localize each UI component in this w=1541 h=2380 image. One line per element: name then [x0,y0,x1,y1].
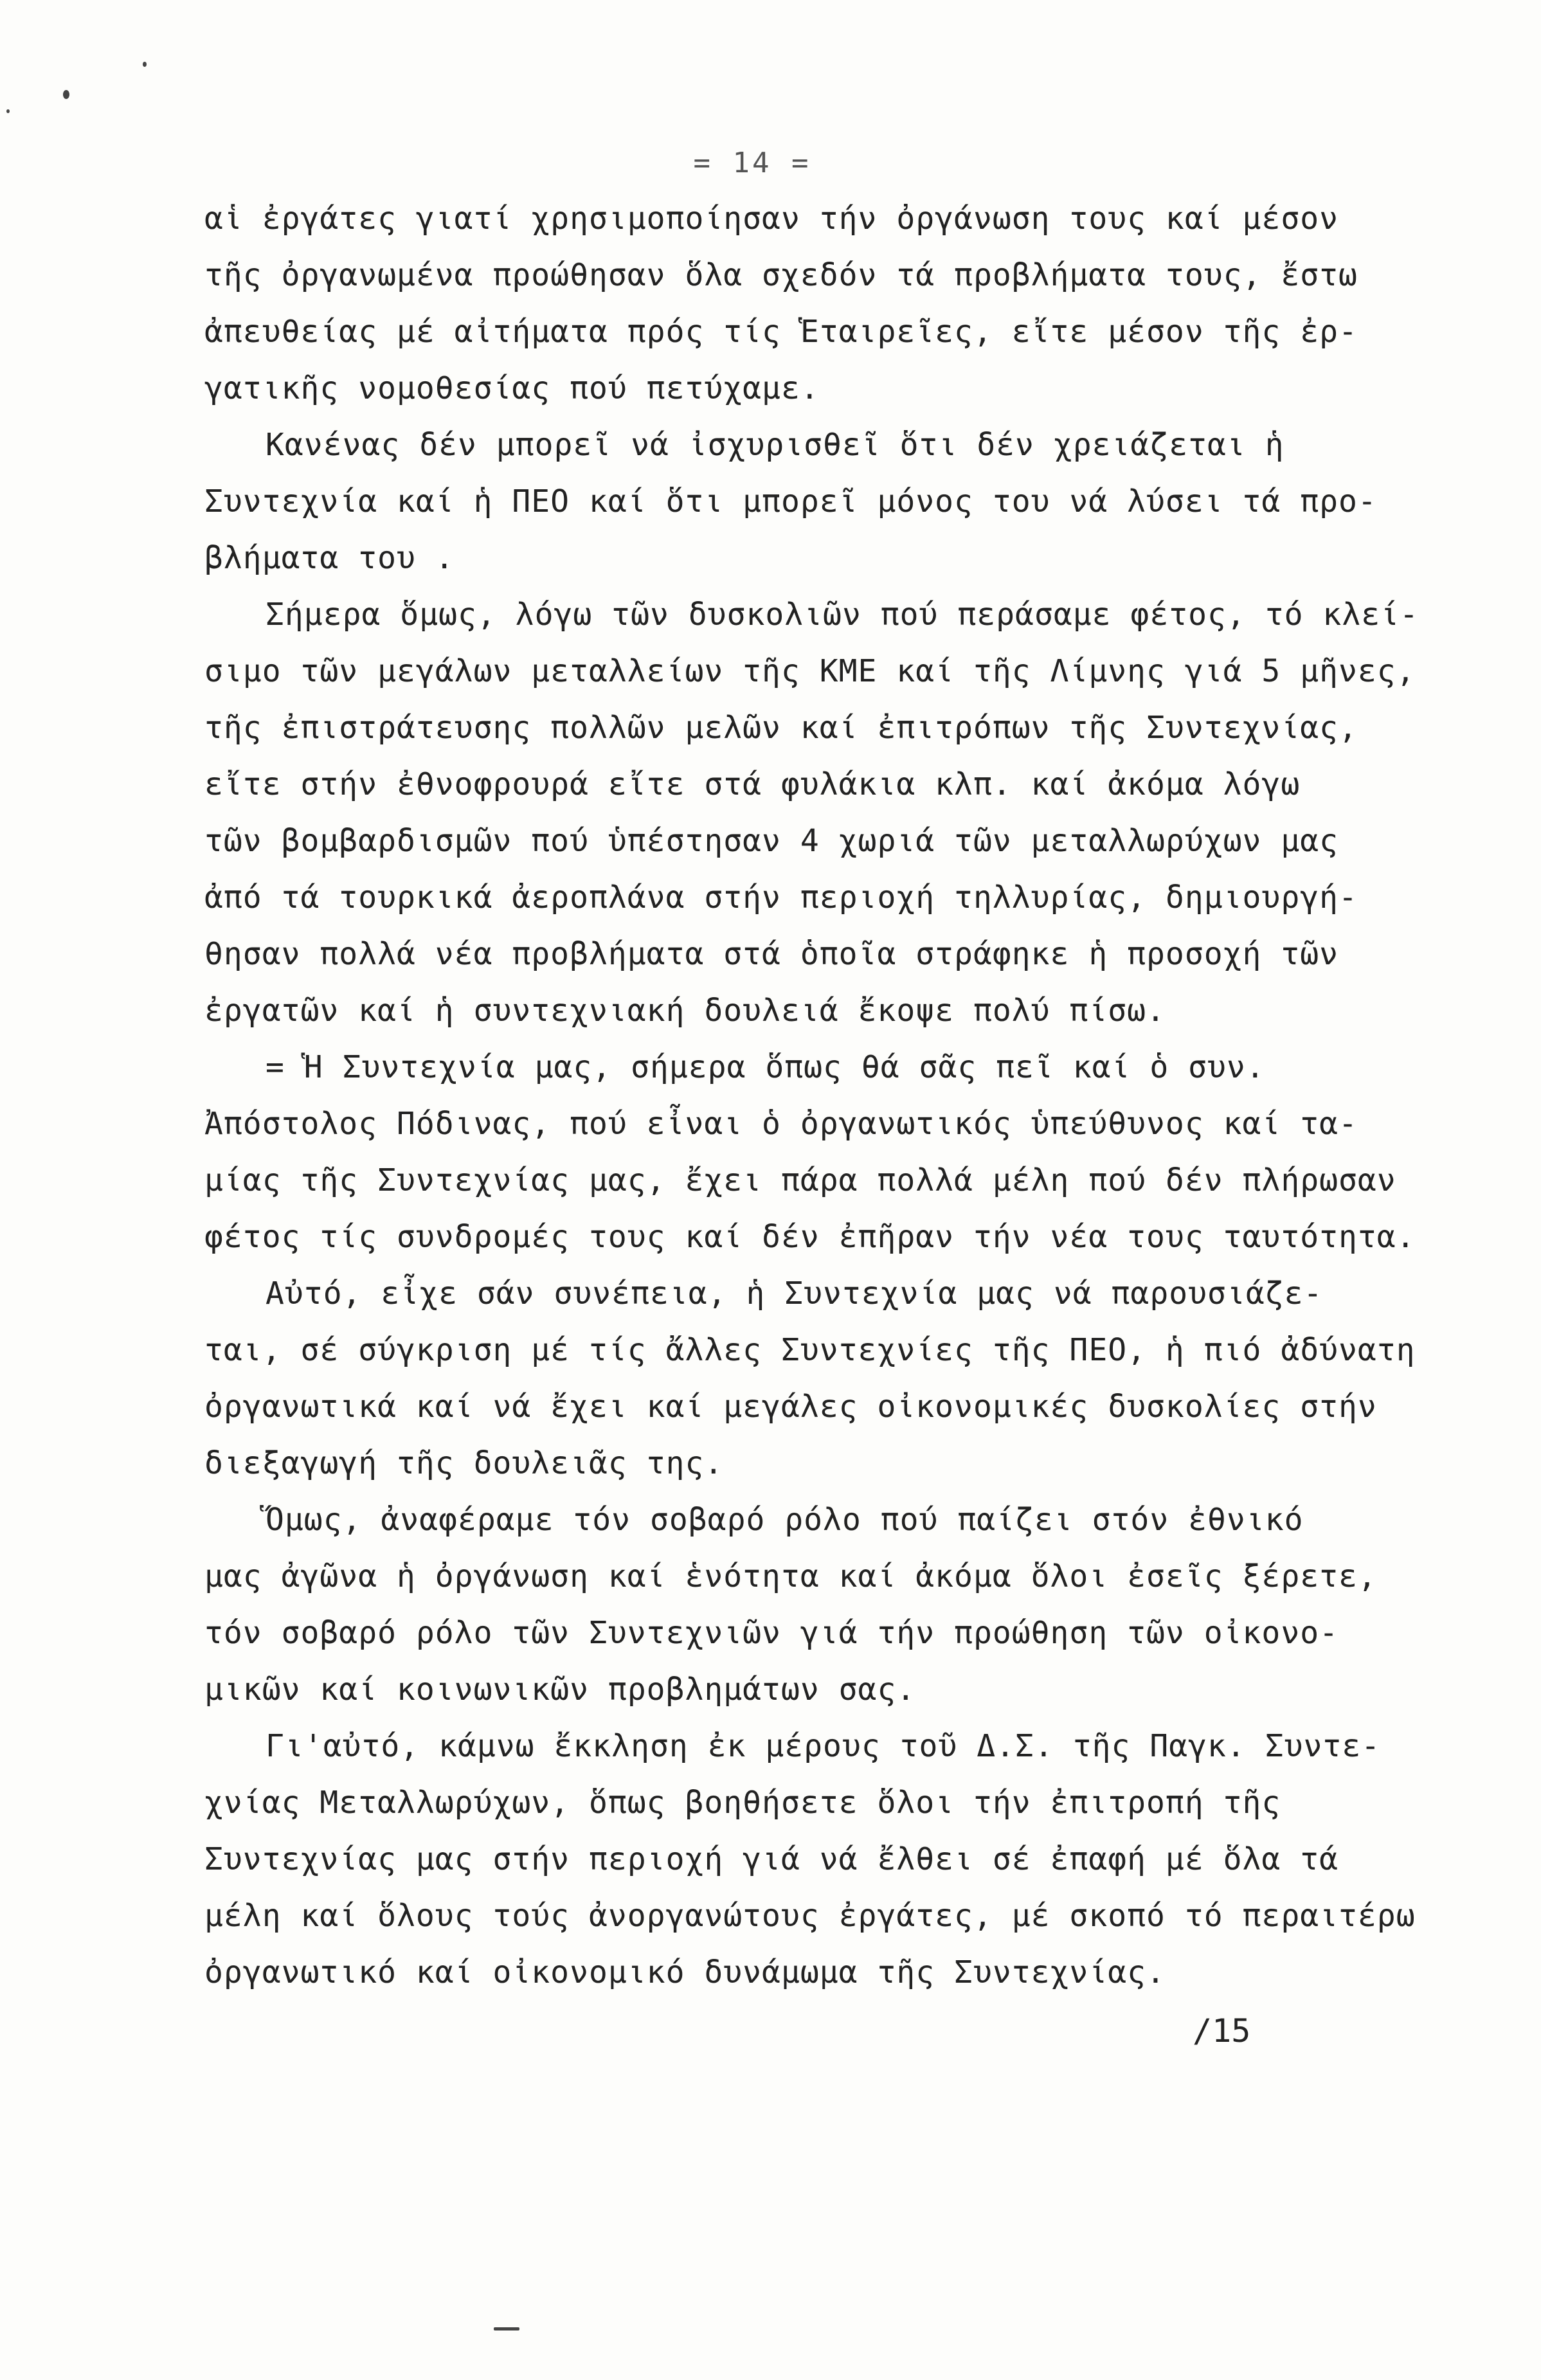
text-line: εἴτε στήν ἐθνοφρουρά εἴτε στά φυλάκια κλπ. καί ἀκόμα λόγω [204,766,1301,802]
text-line: Συντεχνία καί ἡ ΠΕΟ καί ὅτι μπορεῖ μόνος του νά λύσει τά προ- [204,483,1377,519]
text-line: μίας τῆς Συντεχνίας μας, ἔχει πάρα πολλά μέλη πού δέν πλήρωσαν [204,1162,1396,1198]
text-line: Γι'αὐτό, κάμνω ἔκκληση ἐκ μέρους τοῦ Δ.Σ. τῆς Παγκ. Συντε- [266,1728,1381,1764]
text-line: Αὐτό, εἶχε σάν συνέπεια, ἡ Συντεχνία μας νά παρουσιάζε- [266,1276,1323,1312]
text-line: Ἀπόστολος Πόδινας, πού εἶναι ὁ ὀργανωτικός ὑπεύθυνος καί τα- [204,1106,1358,1142]
text-line: γατικῆς νομοθεσίας πού πετύχαμε. [204,370,820,406]
scan-speck [143,62,147,67]
text-line: μικῶν καί κοινωνικῶν προβλημάτων σας. [204,1672,916,1708]
scan-speck [494,2327,519,2330]
text-line: ται, σέ σύγκριση μέ τίς ἄλλες Συντεχνίες τῆς ΠΕΟ, ἡ πιό ἀδύνατη [204,1332,1416,1368]
text-line: τῶν βομβαρδισμῶν πού ὑπέστησαν 4 χωριά τῶν μεταλλωρύχων μας [204,823,1339,859]
continuation-marker: /15 [1193,2012,1251,2050]
text-line: σιμο τῶν μεγάλων μεταλλείων τῆς ΚΜΕ καί τῆς Λίμνης γιά 5 μῆνες, [204,653,1416,689]
text-line: τῆς ἐπιστράτευσης πολλῶν μελῶν καί ἐπιτρόπων τῆς Συντεχνίας, [204,710,1358,746]
text-line: Κανένας δέν μπορεῖ νά ἰσχυρισθεῖ ὅτι δέν χρειάζεται ἡ [266,427,1284,463]
text-line: ὀργανωτικά καί νά ἔχει καί μεγάλες οἰκονομικές δυσκολίες στήν [204,1389,1377,1425]
text-line: Συντεχνίας μας στήν περιοχή γιά νά ἔλθει σέ ἐπαφή μέ ὅλα τά [204,1841,1339,1877]
scan-speck [6,109,10,113]
text-line: ἀπευθείας μέ αἰτήματα πρός τίς Ἑταιρεῖες, εἴτε μέσον τῆς ἐρ- [204,314,1358,350]
scan-speck [63,90,69,99]
text-line: Σήμερα ὅμως, λόγω τῶν δυσκολιῶν πού περάσαμε φέτος, τό κλεί- [266,597,1419,633]
text-line: μέλη καί ὅλους τούς ἀνοργανώτους ἐργάτες, μέ σκοπό τό περαιτέρω [204,1898,1416,1934]
text-line: μας ἀγῶνα ἡ ὀργάνωση καί ἑνότητα καί ἀκόμα ὅλοι ἐσεῖς ξέρετε, [204,1558,1377,1594]
text-line: βλήματα του . [204,540,455,576]
text-line: διεξαγωγή τῆς δουλειᾶς της. [204,1445,724,1481]
text-line: θησαν πολλά νέα προβλήματα στά ὁποῖα στράφηκε ἡ προσοχή τῶν [204,936,1339,972]
text-line: Ὅμως, ἀναφέραμε τόν σοβαρό ρόλο πού παίζει στόν ἐθνικό [266,1502,1304,1538]
text-line: ἐργατῶν καί ἡ συντεχνιακή δουλειά ἔκοψε πολύ πίσω. [204,993,1166,1029]
text-line: = Ἡ Συντεχνία μας, σήμερα ὅπως θά σᾶς πεῖ καί ὁ συν. [266,1049,1265,1085]
text-line: τῆς ὀργανωμένα προώθησαν ὅλα σχεδόν τά προβλήματα τους, ἔστω [204,257,1358,293]
text-line: αἱ ἐργάτες γιατί χρησιμοποίησαν τήν ὀργάνωση τους καί μέσον [204,201,1339,237]
text-line: ὀργανωτικό καί οἰκονομικό δυνάμωμα τῆς Συντεχνίας. [204,1954,1166,1990]
text-line: τόν σοβαρό ρόλο τῶν Συντεχνιῶν γιά τήν προώθηση τῶν οἰκονο- [204,1615,1339,1651]
body-text [204,190,1426,2001]
text-line: ἀπό τά τουρκικά ἀεροπλάνα στήν περιοχή τηλλυρίας, δημιουργή- [204,879,1358,915]
text-line: φέτος τίς συνδρομές τους καί δέν ἐπῆραν τήν νέα τους ταυτότητα. [204,1219,1416,1255]
page-number: = 14 = [693,147,811,179]
text-line: χνίας Μεταλλωρύχων, ὅπως βοηθήσετε ὅλοι τήν ἐπιτροπή τῆς [204,1785,1281,1821]
